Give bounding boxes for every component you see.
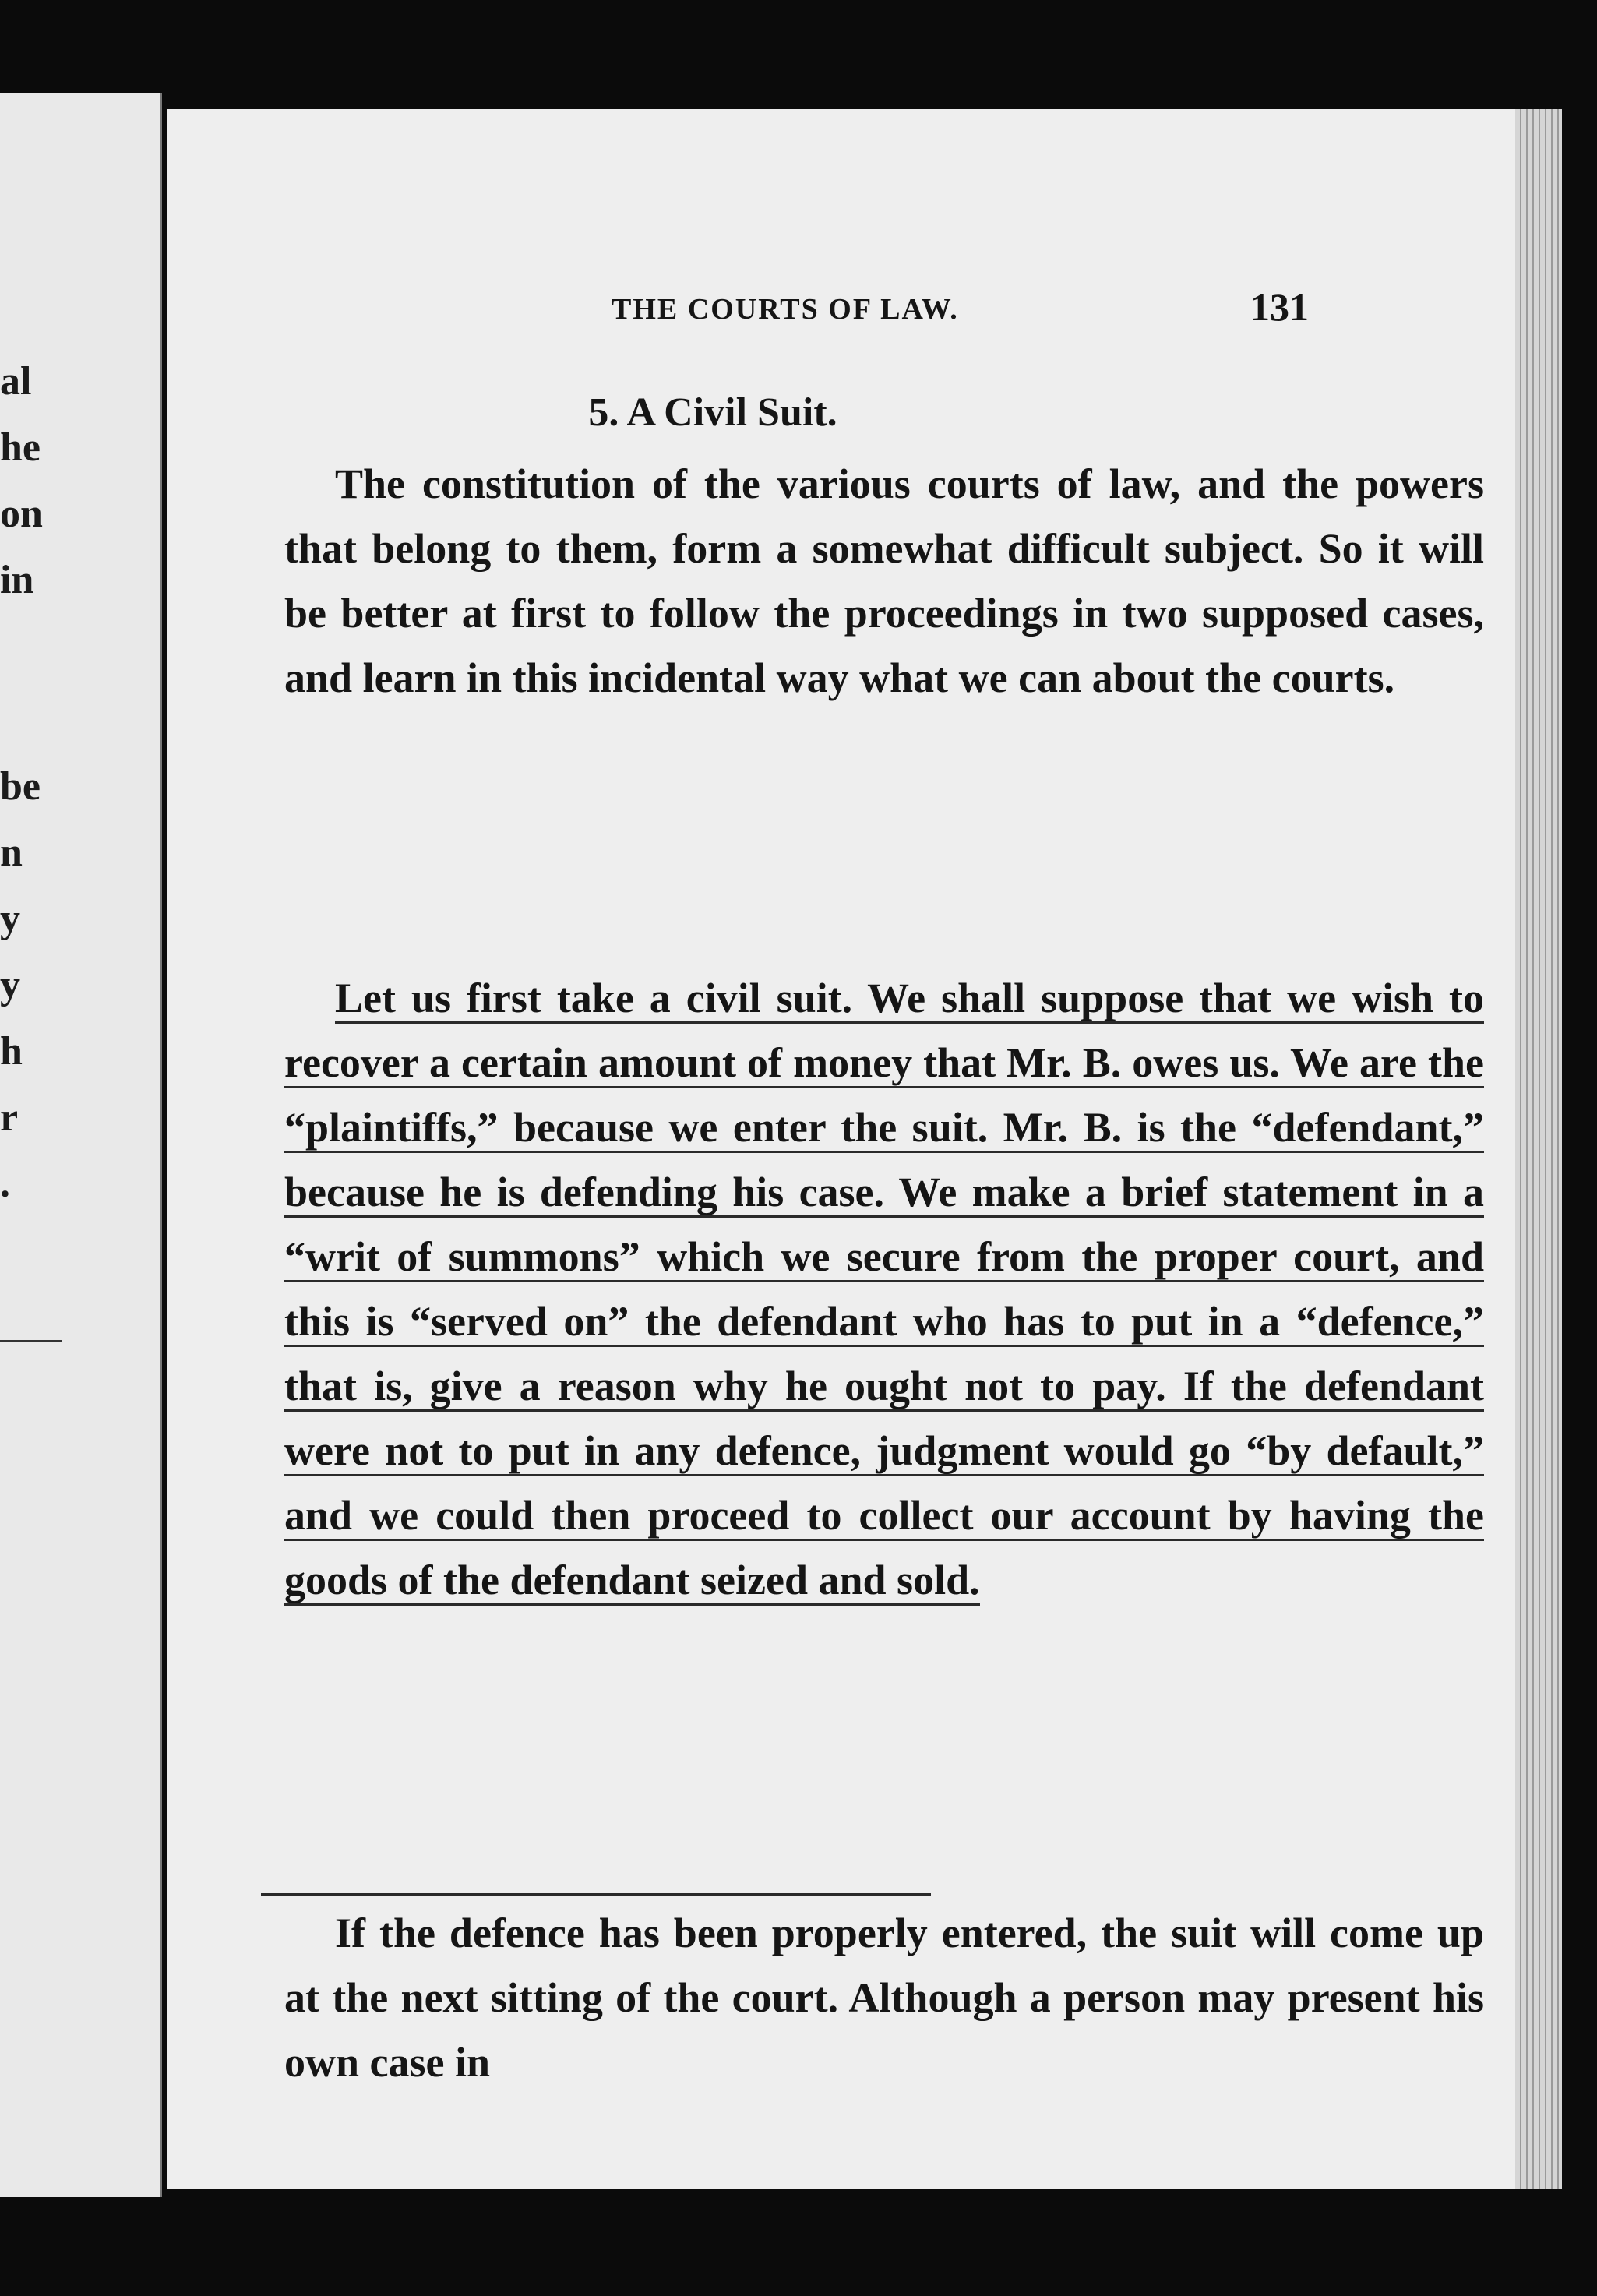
left-underline <box>0 1340 62 1342</box>
paragraph-3: If the defence has been properly entered, the suit will come up at the next sitting of the court. Although a person may present his own case in <box>284 1910 1484 2086</box>
left-fragment: he <box>0 425 41 470</box>
left-fragment: al <box>0 359 32 404</box>
left-fragment: y <box>0 963 20 1007</box>
left-fragment: n <box>0 831 23 875</box>
paragraph-2-underlined <box>284 966 1484 1613</box>
left-fragment: on <box>0 492 43 536</box>
separator-rule <box>261 1893 931 1896</box>
page-number: 131 <box>1250 285 1309 329</box>
left-page-sliver <box>0 93 162 2197</box>
left-fragment: . <box>0 1162 10 1206</box>
left-fragment: in <box>0 558 34 602</box>
running-head: THE COURTS OF LAW. <box>612 293 959 326</box>
paragraph-1: The constitution of the various courts of law, and the powers that belong to them, form a somewhat difficult subject. So it will be better at first to follow the proceedings in two supposed cases, and learn in this incidental way what we can about the courts. <box>284 460 1484 701</box>
left-fragment: y <box>0 897 20 941</box>
left-fragment: h <box>0 1029 23 1074</box>
left-fragment: be <box>0 764 41 809</box>
underlined-text: Let us first take a civil suit. We shall suppose that we wish to recover a certain amount of money that Mr. B. owes us. We are the “plaintiffs,” because we enter the suit. Mr. B. is the “defendant,” because he is defending his case. We make a brief statement in a “writ of summons” which we secure from the proper court, and this is “served on” the defendant who has to put in a “defence,” that is, give a reason why he ought not to pay. If the defendant were not to put in any defence, judgment would go “by default,” and we could then proceed to collect our account by having the goods of the defendant seized and sold. <box>284 975 1484 1606</box>
book-page <box>167 109 1562 2189</box>
section-title: 5. A Civil Suit. <box>588 390 837 435</box>
left-fragment: r <box>0 1095 19 1140</box>
page-edge <box>1515 109 1562 2189</box>
